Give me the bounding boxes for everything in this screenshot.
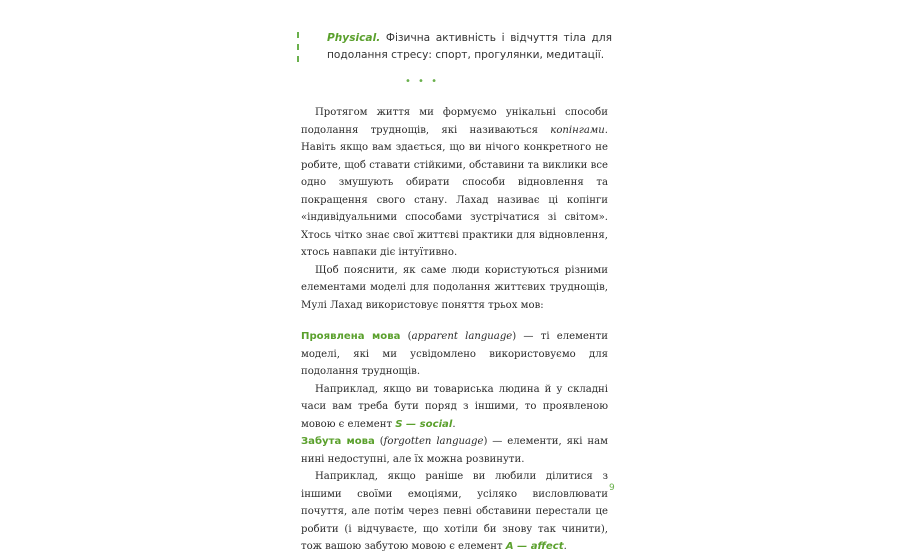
paragraph-forgotten: Забута мова (forgotten language) — елементи, які нам нині недоступні, але їх можна розвинути.: [301, 436, 608, 465]
copings-term: копінгами: [550, 124, 605, 136]
section-ornament: • • •: [404, 76, 440, 87]
note-lead: Physical.: [327, 32, 381, 44]
paragraph-apparent: Проявлена мова (apparent language) — ті елементи моделі, які ми усвідомлено використовуємо для подолання труднощів.: [301, 331, 608, 377]
apparent-term: Проявлена мова: [301, 331, 401, 342]
paragraph-three-languages: Щоб пояснити, як саме люди користуються різними елементами моделі для подолання життєвих труднощів, Мулі Лахад використовує поняття трьох мов:: [301, 264, 608, 311]
note-text: Фізична активність і відчуття тіла для подолання стресу: спорт, прогулянки, медитації.: [327, 32, 613, 61]
paragraph-affect-example: Наприклад, якщо раніше ви любили ділитися з іншими своїми емоціями, усіляко висловлювати почуття, але потім через певні обставини перестали це робити (і відчуваєте, що хотіли би знову так чинити), тож вашою забутою мовою є елемент A — affect.: [301, 471, 608, 552]
social-element: S — social: [395, 418, 453, 430]
body-text: [301, 104, 608, 556]
book-page: [287, 0, 617, 552]
physical-note: [327, 30, 612, 64]
paragraph-social-example: Наприклад, якщо ви товариська людина й у складні часи вам треба бути поряд з іншими, то проявленою мовою є елемент S — social.: [301, 383, 608, 430]
margin-marker: [297, 32, 307, 66]
paragraph-copings: Протягом життя ми формуємо унікальні способи подолання труднощів, які називаються копінгами. Навіть якщо вам здається, що ви нічого конкретного не робите, щоб ставати стійкими, обставини та виклики все одно змушують обирати способи відновлення та покращення свого стану. Лахад називає ці копінги «індивідуальними способами зустрічатися зі світом». Хтось чітко знає свої життєві практики для відновлення, хтось навпаки діє інтуїтивно.: [301, 107, 608, 258]
affect-element: A — affect: [505, 541, 564, 552]
forgotten-term: Забута мова: [301, 436, 375, 447]
page-number: 9: [609, 483, 615, 493]
